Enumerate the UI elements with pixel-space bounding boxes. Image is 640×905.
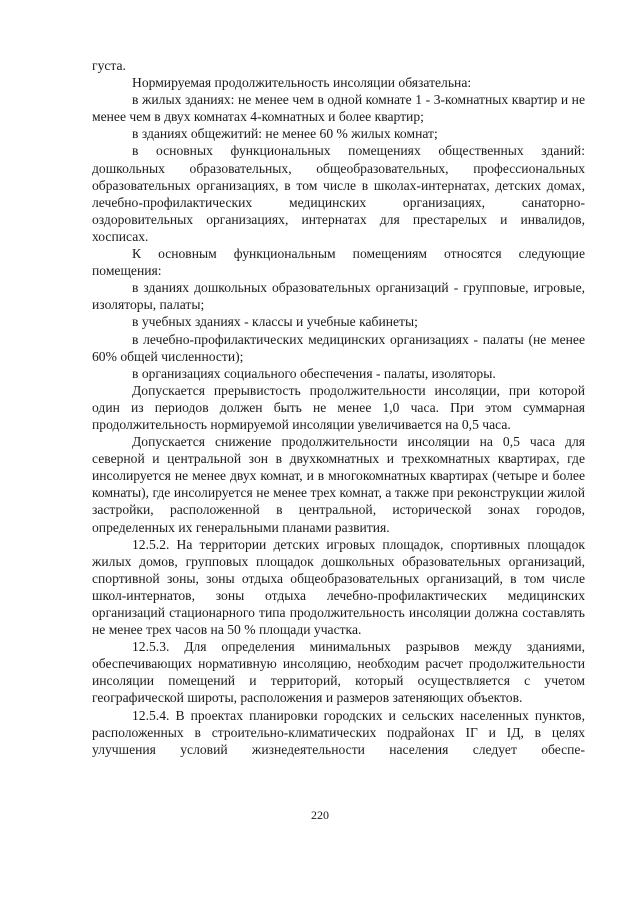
paragraph: К основным функциональным помещениям относятся следующие помещения: [92,246,585,279]
list-item: в лечебно-профилактических медицинских организациях - палаты (не менее 60% общей численности); [92,331,585,364]
paragraph: густа. [92,58,126,73]
list-item: в зданиях общежитий: не менее 60 % жилых комнат; [132,126,438,142]
paragraph: Допускается снижение продолжительности инсоляции на 0,5 часа для северной и центральной зон в двухкомнатных и трехкомнатных квартирах, где инсолируется не менее двух комнат, и в многокомнатных квартирах (четыре и более комнаты), где инсолируется не менее трех комнат, а также при реконструкции жилой застройки, расположенной в центральной, исторической зонах городов, определенных их генеральными планами развития. [92,434,585,535]
list-item: в учебных зданиях - классы и учебные кабинеты; [132,314,418,330]
section-12-5-4: 12.5.4. В проектах планировки городских и сельских населенных пунктов, расположенных в строительно-климатических подрайонах IГ и IД, в целях улучшения условий жизнедеятельности населения следует обеспе- [92,707,585,757]
document-page [92,57,585,758]
list-item: в зданиях дошкольных образовательных организаций - групповые, игровые, изоляторы, палаты; [92,280,585,313]
page-number: 220 [311,808,329,822]
paragraph: Нормируемая продолжительность инсоляции обязательна: [132,75,472,91]
section-12-5-3: 12.5.3. Для определения минимальных разрывов между зданиями, обеспечивающих нормативную инсоляцию, необходим расчет продолжительности инсоляции помещений и территорий, который осуществляется с учетом географической широты, расположения и размеров затеняющих объектов. [92,639,585,706]
paragraph: Допускается прерывистость продолжительности инсоляции, при которой один из периодов должен быть не менее 1,0 часа. При этом суммарная продолжительность нормируемой инсоляции увеличивается на 0,5 часа. [92,382,585,432]
section-12-5-2: 12.5.2. На территории детских игровых площадок, спортивных площадок жилых домов, групповых площадок дошкольных образовательных организаций, спортивной зоны, зоны отдыха общеобразовательных организаций, в том числе школ-интернатов, зоны отдыха лечебно-профилактических медицинских организаций стационарного типа продолжительность инсоляции должна составлять не менее трех часов на 50 % площади участка. [92,536,585,638]
list-item: в организациях социального обеспечения - палаты, изоляторы. [132,365,496,381]
list-item: в основных функциональных помещениях общественных зданий: дошкольных образовательных, общеобразовательных, профессиональных образовательных организациях, в том числе в школах-интернатах, детских домах, лечебно-профилактических медицинских организациях, санаторно-оздоровительных организациях, интернатах для престарелых и инвалидов, хосписах. [92,143,585,244]
list-item: в жилых зданиях: не менее чем в одной комнате 1 - 3-комнатных квартир и не менее чем в двух комнатах 4-комнатных и более квартир; [92,92,585,125]
